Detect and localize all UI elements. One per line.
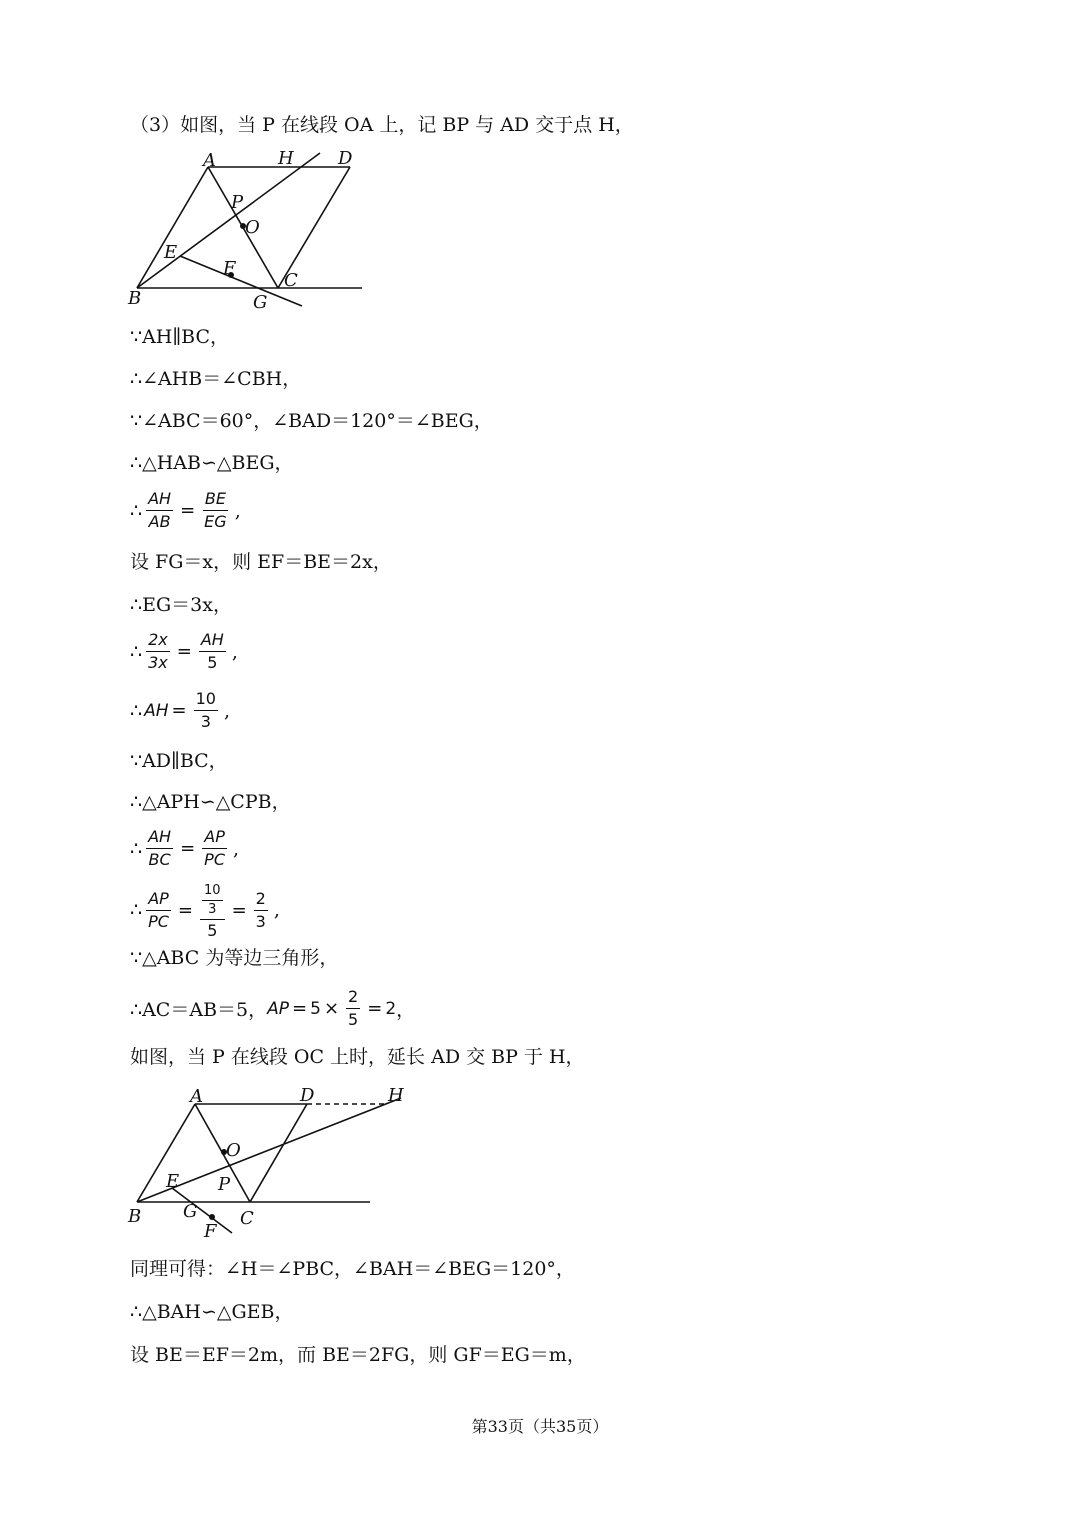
text-line-7: 设 FG＝x，则 EF＝BE＝2x， <box>130 551 392 573</box>
fig2-label-p: P <box>218 1174 231 1195</box>
text-line-8: ∴EG＝3x， <box>130 594 232 616</box>
text-line-1: （3）如图，当 P 在线段 OA 上，记 BP 与 AD 交于点 H， <box>130 114 634 136</box>
page-footer: 第33页（共35页） <box>471 1417 609 1436</box>
formula-line-10: ∴ AH = $\frac{10}{3}$ , <box>130 689 231 731</box>
text-line-5: ∴△HAB∽△BEG， <box>130 452 294 474</box>
fraction: $\frac{2x}{3x}$ <box>148 630 168 672</box>
fig2-label-b: B <box>128 1206 142 1227</box>
text-line-2: ∵AH∥BC， <box>130 326 230 348</box>
fig2-label-c: C <box>240 1208 254 1229</box>
fraction: $\frac{2}{3}$ <box>255 888 266 931</box>
text-line-4: ∵∠ABC＝60°，∠BAD＝120°＝∠BEG， <box>130 410 493 432</box>
fig1-label-p: P <box>231 192 244 213</box>
text-line-19: ∴△BAH∽△GEB， <box>130 1301 294 1323</box>
fig2-label-d: D <box>300 1085 315 1106</box>
formula-line-13: ∴ $\frac{AH}{BC}$ = $\frac{AP}{PC}$ , <box>130 827 240 869</box>
formula-line-9: ∴ $\frac{2x}{3x}$ = $\frac{AH}{5}$ , <box>130 630 238 672</box>
fig2-label-g: G <box>183 1201 198 1222</box>
text-line-12: ∴△APH∽△CPB， <box>130 791 291 813</box>
formula-line-14: ∴ $\frac{AP}{PC}$ = $\frac{\frac{10}{3}}{5}$ = $\frac{2}{3}$ , <box>130 880 280 940</box>
formula-line-16: ∴AC＝AB＝5， AP = 5 × $\frac{2}{5}$ = 2 ， <box>130 987 416 1029</box>
text-line-20: 设 BE＝EF＝2m，而 BE＝2FG，则 GF＝EG＝m， <box>130 1344 586 1366</box>
fig1-label-e: E <box>164 242 178 263</box>
text-line-11: ∵AD∥BC， <box>130 750 228 772</box>
fig1-label-f: F <box>223 258 236 279</box>
formula-line-6: ∴ $\frac{AH}{AB}$ = $\frac{BE}{EG}$ , <box>130 489 241 531</box>
compound-fraction: $\frac{\frac{10}{3}}{5}$ <box>200 880 225 940</box>
geometry-figure-1 <box>120 146 380 316</box>
fraction: $\frac{10}{3}$ <box>195 689 216 731</box>
fraction: $\frac{AH}{5}$ <box>200 630 224 672</box>
fig1-label-o: O <box>245 217 260 238</box>
fraction: $\frac{AH}{AB}$ <box>148 489 172 531</box>
fraction: $\frac{BE}{EG}$ <box>204 489 227 531</box>
geometry-figure-2 <box>120 1080 420 1245</box>
fig2-label-f: F <box>204 1221 217 1242</box>
fig2-label-a: A <box>190 1086 203 1107</box>
fig2-label-h: H <box>388 1085 404 1106</box>
text-line-3: ∴∠AHB＝∠CBH， <box>130 368 302 390</box>
text-line-17: 如图，当 P 在线段 OC 上时，延长 AD 交 BP 于 H， <box>130 1046 585 1068</box>
equals-sign: = <box>180 500 196 521</box>
fraction: $\frac{AP}{PC}$ <box>148 888 169 931</box>
fig2-label-e: E <box>166 1171 180 1192</box>
fraction: $\frac{AH}{BC}$ <box>148 827 172 869</box>
fig1-label-d: D <box>338 148 353 169</box>
fig1-label-c: C <box>284 270 298 291</box>
fig1-label-g: G <box>253 292 268 313</box>
text-line-15: ∵△ABC 为等边三角形， <box>130 947 339 969</box>
fig2-label-o: O <box>226 1140 241 1161</box>
fig1-label-a: A <box>203 150 216 171</box>
therefore-symbol: ∴ <box>130 499 143 522</box>
fraction: $\frac{2}{5}$ <box>348 987 359 1029</box>
fig1-label-b: B <box>128 288 142 309</box>
text-line-18: 同理可得：∠H＝∠PBC，∠BAH＝∠BEG＝120°， <box>130 1258 575 1280</box>
fig1-label-h: H <box>278 148 294 169</box>
fraction: $\frac{AP}{PC}$ <box>204 827 225 869</box>
